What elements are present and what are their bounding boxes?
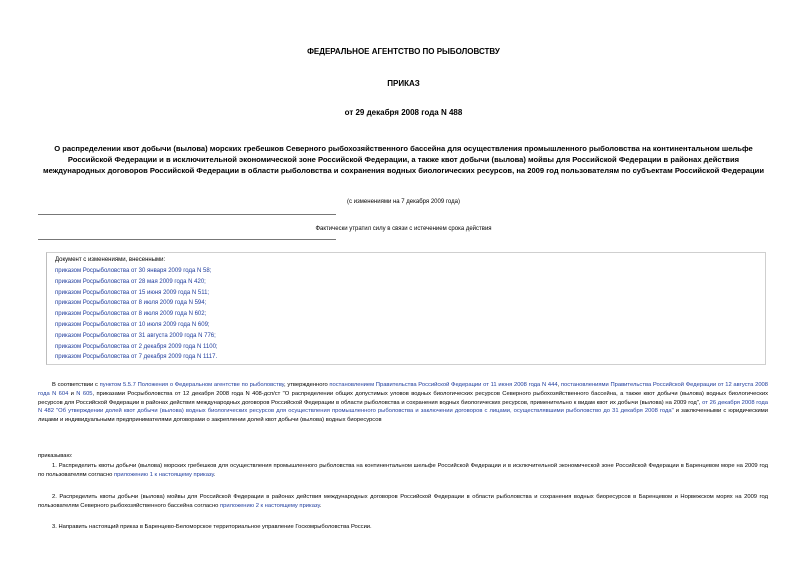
appendix-2-link[interactable]: приложению 2 к настоящему приказу [219, 502, 320, 509]
preamble-text: , утвержденного [284, 382, 330, 388]
preamble-text: В соответствии с [52, 382, 100, 388]
decree-605-link[interactable]: N 605 [76, 390, 93, 397]
amendment-link[interactable]: приказом Росрыболовства от 8 июля 2009 года N 602; [55, 311, 207, 318]
regulation-link[interactable]: пунктом 5.5.7 Положения о Федеральном агентстве по рыболовству [99, 382, 284, 388]
amendment-link[interactable]: приказом Росрыболовства от 15 июня 2009 года N 511; [55, 289, 210, 296]
preamble-text: , приказами Росрыболовства от 12 декабря 2008 года N 408-дсп/ст "О распределении общих допустимых уловов водных биологических ресурсов Северного рыбохозяйственного бассейна, а также квот добычи (вылова) водных биологических ресурсов для Российской Федерации в районах действия международных договоров Российской Федерации в области рыболовства и сохранения водных биологических ресурсов, применительно к видам квот их добычи (вылова) на 2009 год", [38, 390, 768, 406]
decree-444-link[interactable]: постановлением Правительства Российской Федерации от 11 июня 2008 года N 444 [329, 382, 558, 388]
order-482-link[interactable]: от 26 декабря 2008 года N 482 "Об утверждении долей квот добычи (вылова) водных биологических ресурсов для осуществления промышленного рыболовства и заключении договоров с лицами, осуществлявшими рыболовство до 31 декабря 2008 года" [38, 399, 768, 415]
doc-type-heading: ПРИКАЗ [387, 79, 420, 88]
preamble-paragraph [38, 381, 768, 425]
order-word: приказываю: [38, 453, 73, 459]
amendments-list [55, 266, 218, 363]
status-note: Фактически утратил силу в связи с истечением срока действия [315, 226, 492, 232]
amendments-title: Документ с изменениями, внесенными: [55, 257, 166, 263]
order-item-2 [38, 493, 768, 511]
item-end: . [319, 502, 322, 509]
item-text: 1. Распределить квоты добычи (вылова) морских гребешков для осуществления промышленного рыболовства на континентальном шельфе Российской Федерации и в исключительной экономической зоне Российской Федерации в Баренцевом море на 2009 год по пользователям согласно [38, 463, 768, 478]
preamble-text: , [557, 382, 561, 388]
date-number-heading: от 29 декабря 2008 года N 488 [344, 108, 463, 117]
amendment-link[interactable]: приказом Росрыболовства от 28 мая 2009 года N 420; [55, 278, 206, 285]
changes-note: (с изменениями на 7 декабря 2009 года) [347, 199, 460, 205]
item-text: 2. Распределить квоты добычи (вылова) мойвы для Российской Федерации в районах действия международных договоров Российской Федерации в области рыболовства и сохранения водных биоресурсов в Баренцевом и Норвежском морях на 2009 год пользователям Северного рыбохозяйственного бассейна согласно [38, 494, 768, 509]
decree-604-link[interactable]: постановлениями Правительства Российской Федерации от 12 августа 2008 года N 604 [38, 382, 768, 397]
preamble-text: и заключенными с юридическими лицами и индивидуальными предпринимателями договорами о закреплении долей квот добычи (вылова) водных биоресурсов [38, 408, 768, 424]
amendments-box [46, 252, 766, 365]
divider-top [38, 214, 336, 215]
document-subject-title: О распределении квот добычи (вылова) морских гребешков Северного рыбохозяйственного бассейна для осуществления промышленного рыболовства на континентальном шельфе Российской Федерации и в исключительной экономической зоне Российской Федерации, а также квот добычи (вылова) мойвы для Российской Федерации в районах действия международных договоров Российской Федерации в области рыболовства и сохранения водных биологических ресурсов, на 2009 год пользователям по субъектам Российской Федерации [43, 144, 764, 175]
amendment-link[interactable]: приказом Росрыболовства от 2 декабря 2009 года N 1100; [55, 343, 218, 350]
appendix-1-link[interactable]: приложению 1 к настоящему приказу [114, 471, 214, 478]
amendment-link[interactable]: приказом Росрыболовства от 30 января 2009 года N 58; [55, 268, 212, 274]
item-end: . [213, 471, 216, 478]
agency-heading: ФЕДЕРАЛЬНОЕ АГЕНТСТВО ПО РЫБОЛОВСТВУ [307, 47, 500, 56]
order-item-3: 3. Направить настоящий приказ в Баренцево-Беломорское территориальное управление Госкомрыболовства России. [52, 524, 372, 530]
preamble-text: и [68, 390, 77, 397]
amendment-link[interactable]: приказом Росрыболовства от 7 декабря 2009 года N 1117. [55, 354, 218, 361]
amendment-link[interactable]: приказом Росрыболовства от 31 августа 2009 года N 776; [55, 332, 216, 339]
amendment-link[interactable]: приказом Росрыболовства от 8 июля 2009 года N 594; [55, 300, 207, 307]
divider-bottom [38, 239, 336, 240]
order-item-1 [38, 462, 768, 480]
amendment-link[interactable]: приказом Росрыболовства от 10 июля 2009 года N 609; [55, 321, 210, 328]
